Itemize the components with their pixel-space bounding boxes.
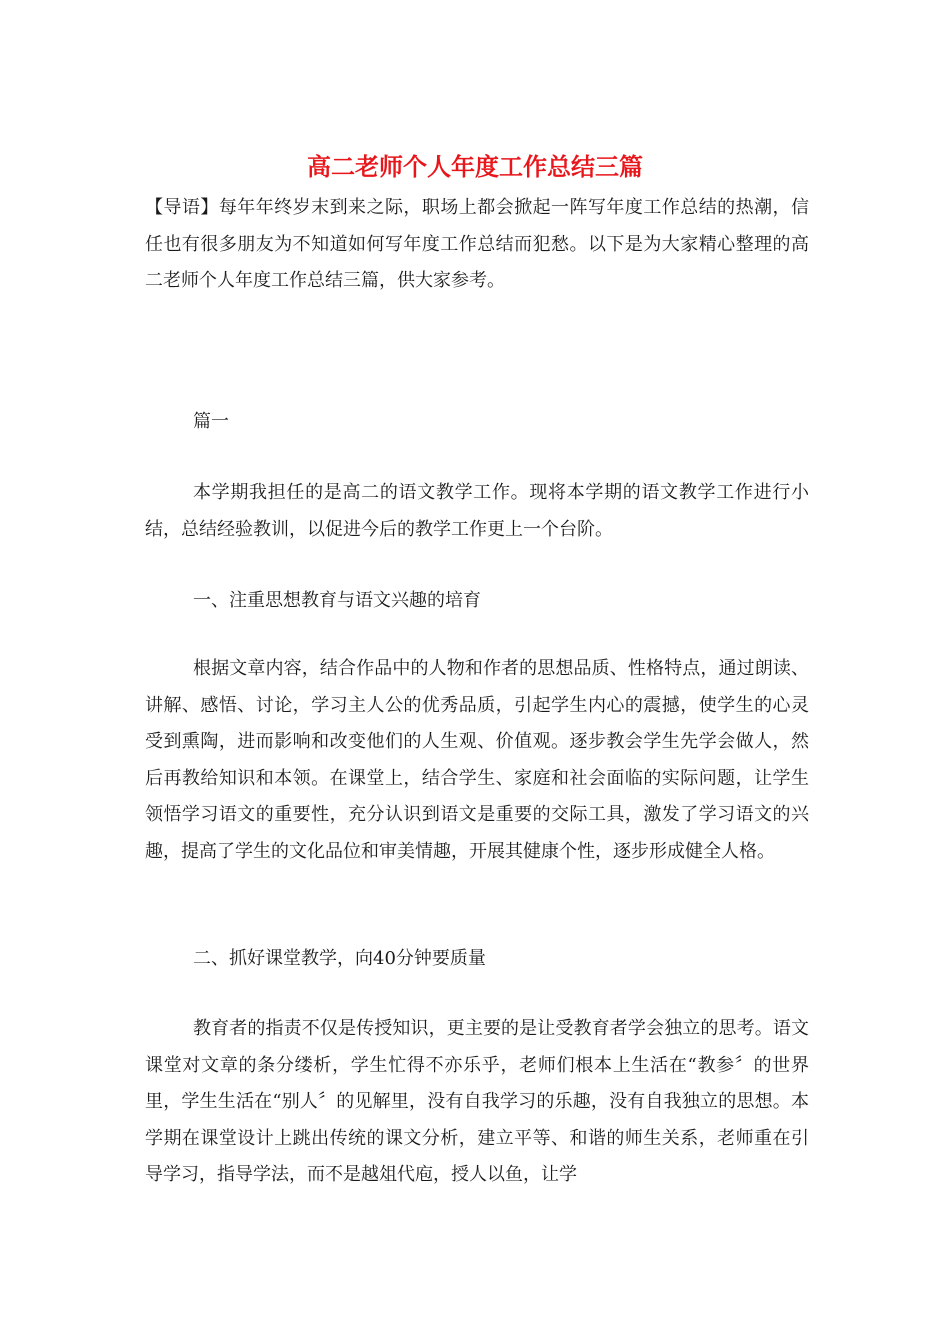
section-heading-2: 二、抓好课堂教学，向40分钟要质量 bbox=[193, 948, 486, 969]
paragraph-2: 根据文章内容，结合作品中的人物和作者的思想品质、性格特点，通过朗读、讲解、感悟、讨论，学习主人公的优秀品质，引起学生内心的震撼，使学生的心灵受到熏陶，进而影响和改变他们的人生观、价值观。逐步教会学生先学会做人，然后再教给知识和本领。在课堂上，结合学生、家庭和社会面临的实际问题，让学生领悟学习语文的重要性，充分认识到语文是重要的交际工具，激发了学习语文的兴趣，提高了学生的文化品位和审美情趣，开展其健康个性，逐步形成健全人格。 bbox=[145, 658, 809, 862]
paragraph-3: 教育者的指责不仅是传授知识，更主要的是让受教育者学会独立的思考。语文课堂对文章的条分缕析，学生忙得不亦乐乎，老师们根本上生活在“教参〞的世界里，学生生活在“别人〞的见解里，没有自我学习的乐趣，没有自我独立的思想。本学期在课堂设计上跳出传统的课文分析，建立平等、和谐的师生关系，老师重在引导学习，指导学法，而不是越俎代庖，授人以鱼，让学 bbox=[145, 1018, 809, 1185]
part-label: 篇一 bbox=[193, 411, 229, 432]
paragraph-1: 本学期我担任的是高二的语文教学工作。现将本学期的语文教学工作进行小结，总结经验教训，以促进今后的教学工作更上一个台阶。 bbox=[145, 482, 809, 540]
section-heading-1: 一、注重思想教育与语文兴趣的培育 bbox=[193, 590, 481, 611]
document-title: 高二老师个人年度工作总结三篇 bbox=[307, 152, 643, 181]
intro-paragraph: 【导语】每年年终岁末到来之际，职场上都会掀起一阵写年度工作总结的热潮，信任也有很多朋友为不知道如何写年度工作总结而犯愁。以下是为大家精心整理的高二老师个人年度工作总结三篇，供大家参考。 bbox=[145, 197, 809, 291]
